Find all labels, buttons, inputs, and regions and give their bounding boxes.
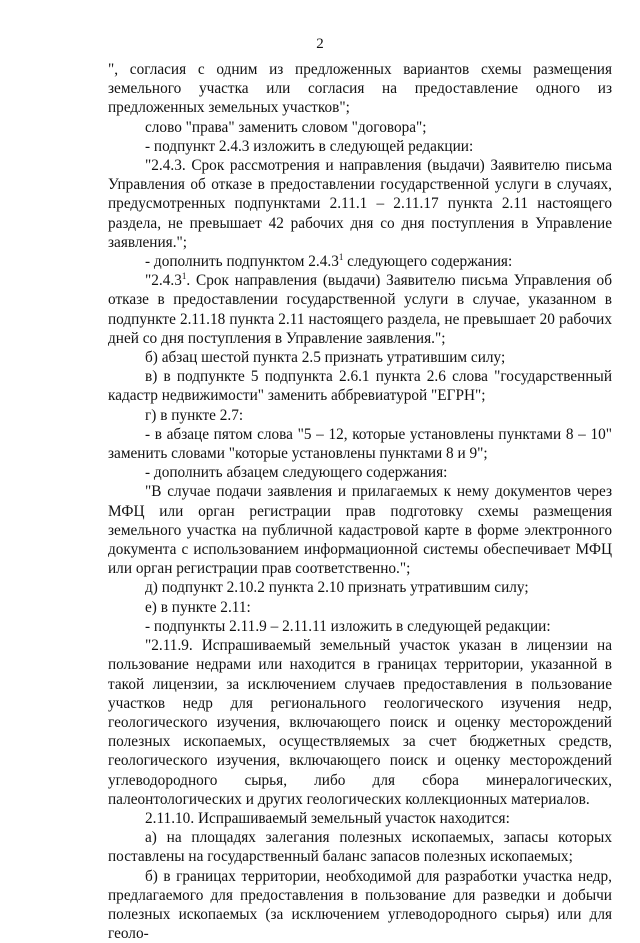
paragraph-text: слово "права" заменить словом "договора"; [145, 118, 427, 136]
paragraph [108, 137, 612, 156]
paragraph-text: 2.11.10. Испрашиваемый земельный участок находится: [145, 809, 510, 827]
paragraph [108, 156, 612, 252]
paragraph [108, 252, 612, 271]
paragraph-text: ", согласия с одним из предложенных вариантов схемы размещения земельного участка или согласия на предоставление одного из предложенных земельных участков"; [108, 61, 612, 117]
paragraph-text: - дополнить подпунктом 2.4.3 [145, 253, 339, 271]
paragraph [108, 828, 612, 866]
paragraph [108, 598, 612, 617]
paragraph-text: б) абзац шестой пункта 2.5 признать утратившим силу; [145, 349, 506, 367]
paragraph-text: - в абзаце пятом слова "5 – 12, которые установлены пунктами 8 – 10" заменить словами "которые установлены пунктами 8 и 9"; [108, 425, 612, 463]
paragraph-text: "2.4.3. Срок рассмотрения и направления (выдачи) Заявителю письма Управления об отказе в предоставлении государственной услуги в случаях, предусмотренных подпунктами 2.11.1 – 2.11.17 пункта 2.11 настоящего раздела, не превышает 42 рабочих дня со дня поступления в Управление заявления."; [108, 157, 612, 251]
superscript: 1 [181, 271, 187, 282]
paragraph-text: в) в подпункте 5 подпункта 2.6.1 пункта 2.6 слова "государственный кадастр недвижимости" заменить аббревиатурой "ЕГРН"; [108, 368, 612, 405]
paragraph-text: "2.11.9. Испрашиваемый земельный участок указан в лицензии на пользование недрами или находится в границах территории, указанной в такой лицензии, за исключением случаев предоставления в пользование участков недр для регионального геологического изучения недр, геологического изучения, включающего поиск и оценку месторождений полезных ископаемых, осуществляемых за счет бюджетных средств, геологического изучения, включающего поиск и оценку месторождений углеводородного сырья, либо для сбора минералогических, палеонтологических и других геологических коллекционных материалов. [108, 637, 612, 808]
paragraph-text: б) в границах территории, необходимой для разработки участка недр, предлагаемого для предоставления в пользование для разведки и добычи полезных ископаемых (за исключением углеводородного сырья) или для геоло- [108, 867, 612, 943]
paragraph [108, 271, 612, 348]
paragraph-text: д) подпункт 2.10.2 пункта 2.10 признать утратившим силу; [145, 579, 529, 597]
paragraph [108, 348, 612, 367]
paragraph [108, 636, 612, 809]
paragraph [108, 482, 612, 578]
paragraph-text-continued: . Срок направления (выдачи) Заявителю письма Управления об отказе в предоставлении государственной услуги в случае, указанном в подпункте 2.11.18 пункта 2.11 настоящего раздела, не превышает 20 рабочих дней со дня поступления в Управление заявления."; [108, 272, 612, 347]
superscript: 1 [338, 252, 344, 263]
paragraph-text: "В случае подачи заявления и прилагаемых к нему документов через МФЦ или орган регистрации прав подготовку схемы размещения земельного участка на публичной кадастровой карте в форме электронного документа с использованием информационной системы обеспечивает МФЦ или орган регистрации прав соответственно."; [108, 483, 612, 578]
paragraph [108, 463, 612, 482]
page-number: 2 [316, 36, 324, 52]
paragraph [108, 60, 612, 118]
paragraph-text: "2.4.3 [145, 272, 182, 290]
paragraph-text: г) в пункте 2.7: [145, 406, 244, 424]
paragraph [108, 118, 612, 137]
paragraph-text: а) на площадях залегания полезных ископаемых, запасы которых поставлены на государственный баланс запасов полезных ископаемых; [108, 829, 612, 866]
paragraph-text-continued: следующего содержания: [343, 253, 513, 271]
paragraph [108, 867, 612, 943]
paragraph [108, 809, 612, 828]
paragraph [108, 367, 612, 405]
paragraph-text: - подпункты 2.11.9 – 2.11.11 изложить в следующей редакции: [145, 617, 551, 635]
paragraph [108, 578, 612, 597]
paragraph [108, 425, 612, 463]
document-body [108, 60, 612, 943]
paragraph [108, 617, 612, 636]
paragraph [108, 406, 612, 425]
paragraph-text: - подпункт 2.4.3 изложить в следующей редакции: [145, 137, 474, 155]
paragraph-text: - дополнить абзацем следующего содержания: [145, 464, 448, 482]
paragraph-text: е) в пункте 2.11: [145, 598, 251, 616]
